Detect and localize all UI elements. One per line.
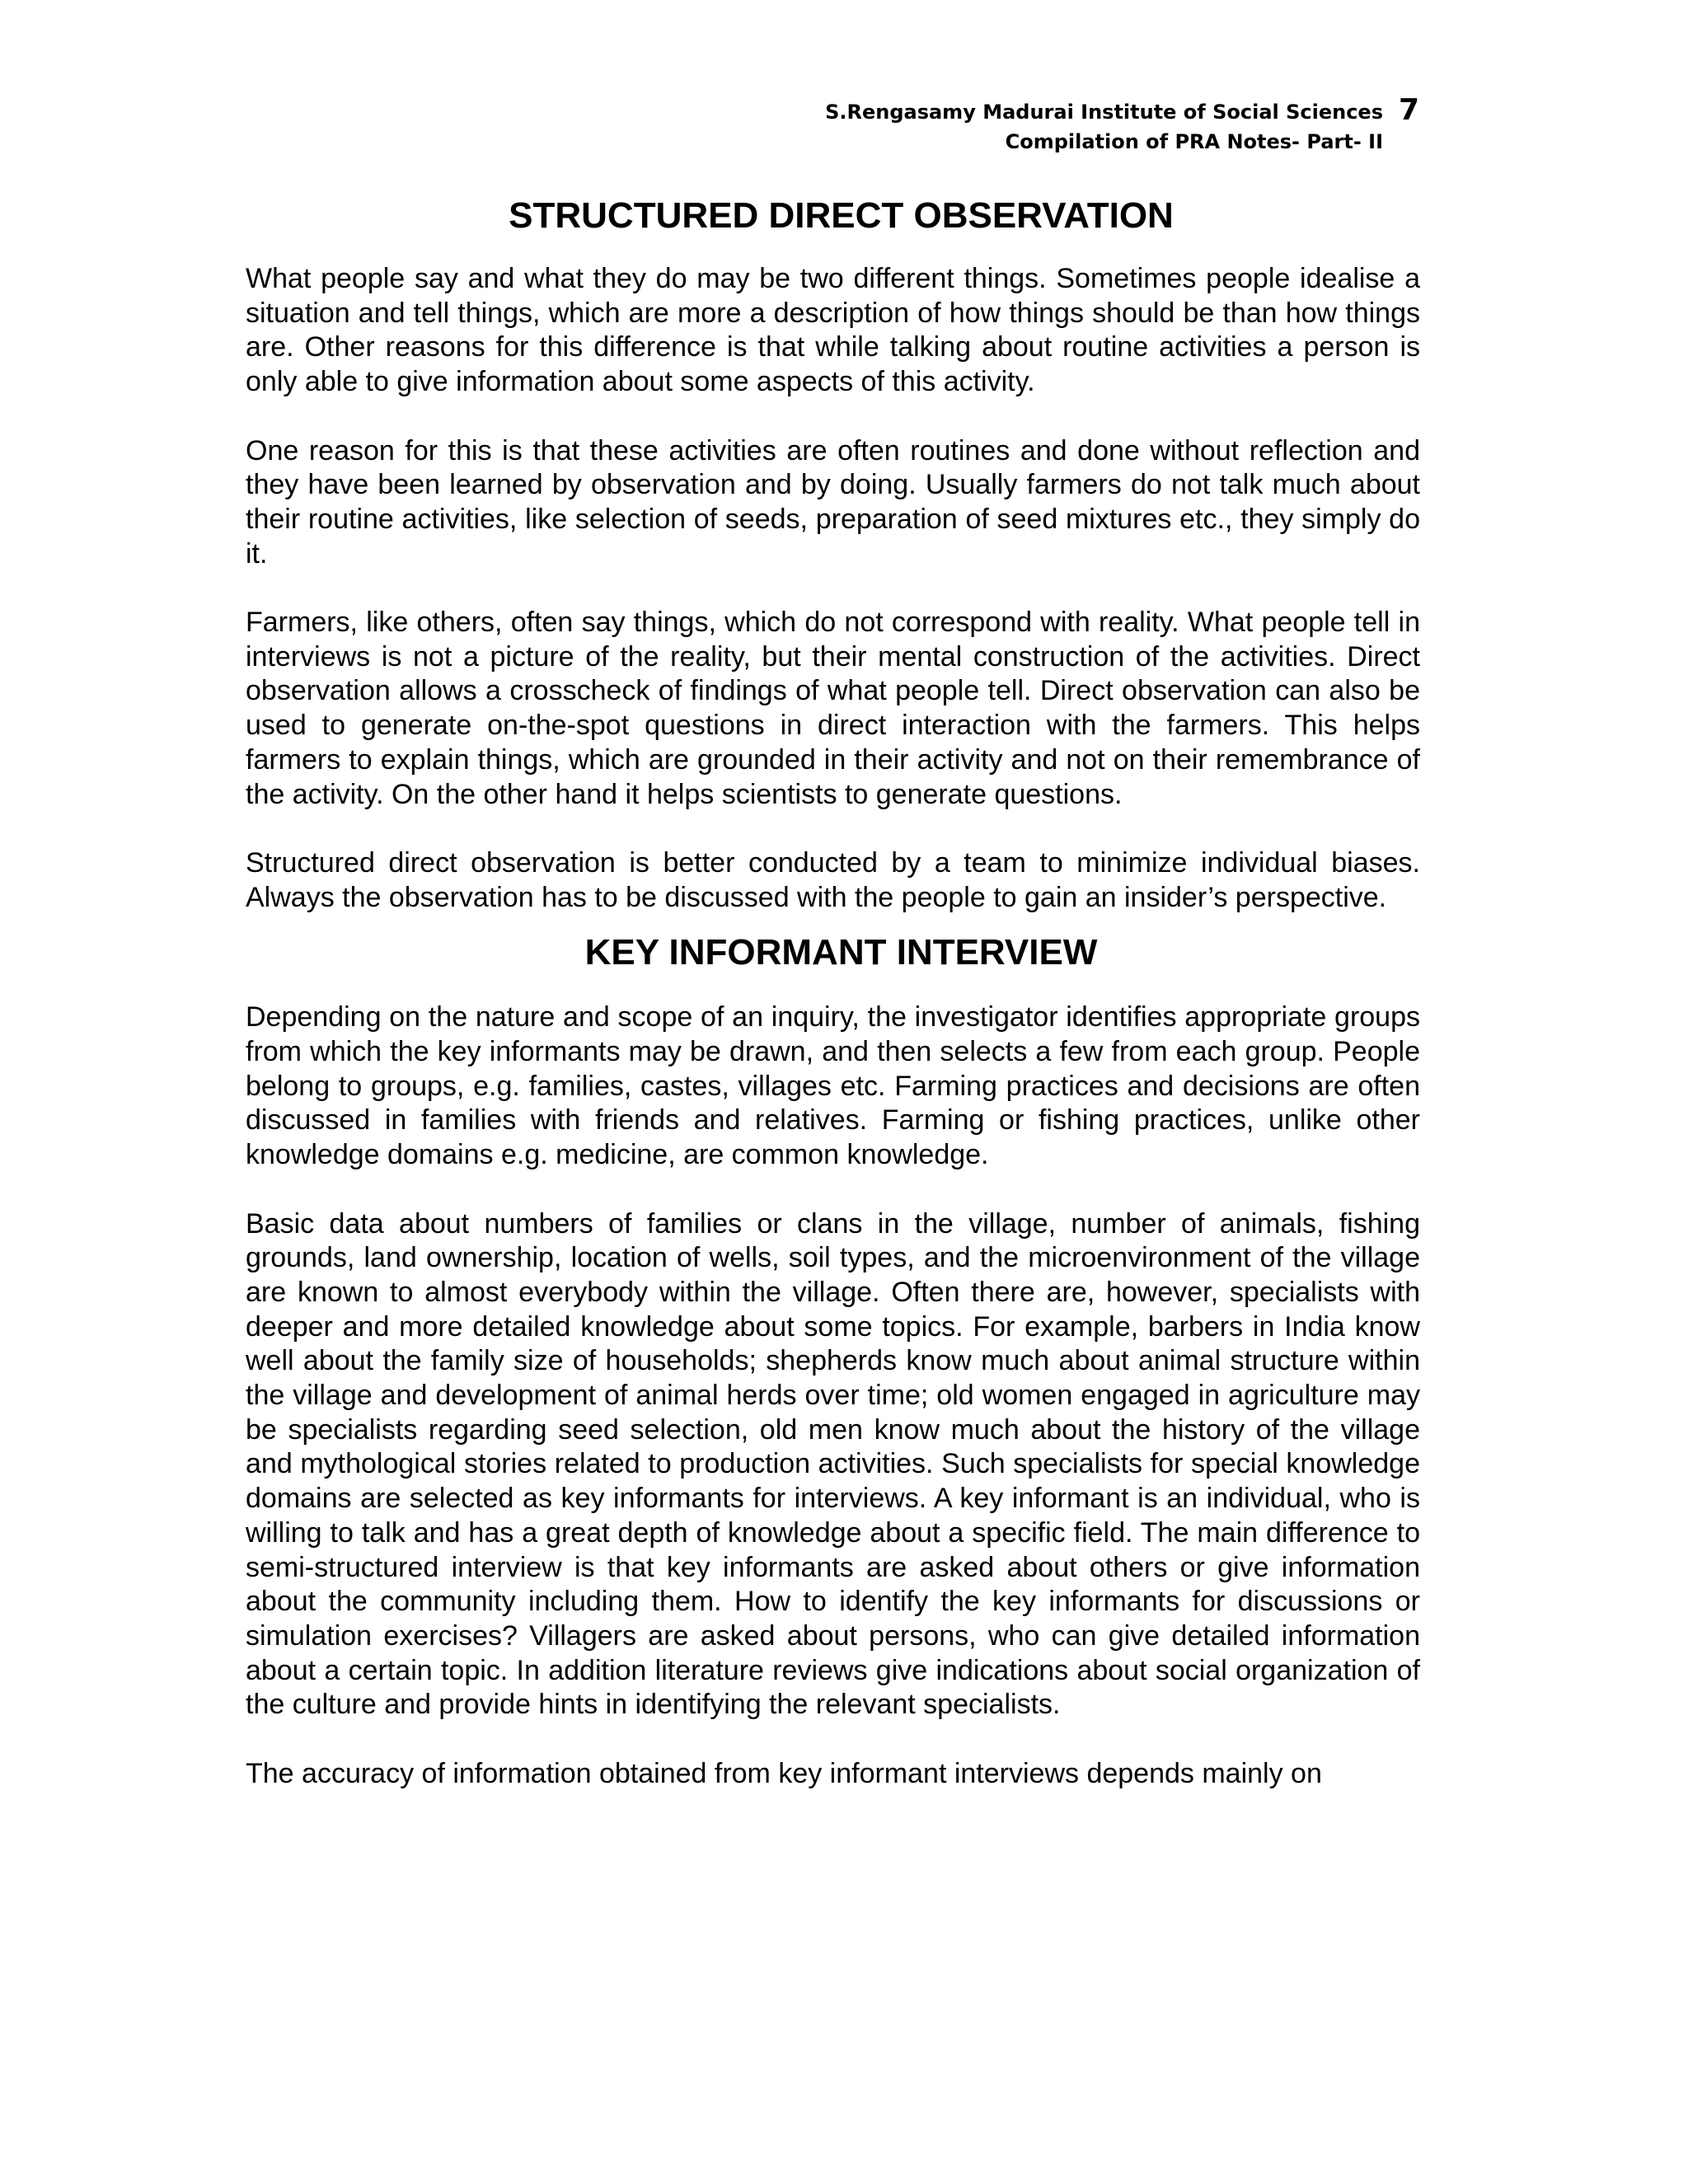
paragraph: What people say and what they do may be two different things. Sometimes people idealise a situation and tell things, which are more a description of how things should be than how things are. Other reasons for this difference is that while talking about routine activities a person is only able to give information about some aspects of this activity.	[246, 263, 1420, 398]
section-title-structured-direct-observation: STRUCTURED DIRECT OBSERVATION	[509, 195, 1174, 236]
compilation-title: Compilation of PRA Notes- Part- II	[1005, 130, 1383, 153]
paragraph: One reason for this is that these activities are often routines and done without reflection and they have been learned by observation and by doing. Usually farmers do not talk much about their routine activities, like selection of seeds, preparation of seed mixtures etc., they simply do it.	[246, 434, 1420, 569]
institute-name: S.Rengasamy Madurai Institute of Social Sciences	[825, 101, 1383, 124]
section-title-key-informant-interview: KEY INFORMANT INTERVIEW	[584, 932, 1098, 973]
paragraph: Depending on the nature and scope of an inquiry, the investigator identifies appropriate groups from which the key informants may be drawn, and then selects a few from each group. People belong to groups, e.g. families, castes, villages etc. Farming practices and decisions are often discussed in families with friends and relatives. Farming or fishing practices, unlike other knowledge domains e.g. medicine, are common knowledge.	[246, 1001, 1420, 1171]
page-number: 7	[1399, 93, 1420, 127]
document-body	[246, 191, 1420, 1791]
paragraph: Basic data about numbers of families or clans in the village, number of animals, fishing grounds, land ownership, location of wells, soil types, and the microenvironment of the village are known to almost everybody within the village. Often there are, however, specialists with deeper and more detailed knowledge about some topics. For example, barbers in India know well about the family size of households; shepherds know much about animal structure within the village and development of animal herds over time; old women engaged in agriculture may be specialists regarding seed selection, old men know much about the history of the village and mythological stories related to production activities. Such specialists for special knowledge domains are selected as key informants for interviews. A key informant is an individual, who is willing to talk and has a great depth of knowledge about a specific field. The main difference to semi-structured interview is that key informants are asked about others or give information about the community including them. How to identify the key informants for discussions or simulation exercises? Villagers are asked about persons, who can give detailed information about a certain topic. In addition literature reviews give indications about social organization of the culture and provide hints in identifying the relevant specialists.	[246, 1207, 1420, 1721]
paragraph: Structured direct observation is better conducted by a team to minimize individual biases. Always the observation has to be discussed with the people to gain an insider’s perspective.	[246, 846, 1420, 913]
paragraph: The accuracy of information obtained from key informant interviews depends mainly on	[246, 1757, 1322, 1789]
page-header	[825, 97, 1383, 157]
paragraph: Farmers, like others, often say things, which do not correspond with reality. What people tell in interviews is not a picture of the reality, but their mental construction of the activities. Direct observation allows a crosscheck of findings of what people tell. Direct observation can also be used to generate on-the-spot questions in direct interaction with the farmers. This helps farmers to explain things, which are grounded in their activity and not on their remembrance of the activity. On the other hand it helps scientists to generate questions.	[246, 607, 1420, 810]
